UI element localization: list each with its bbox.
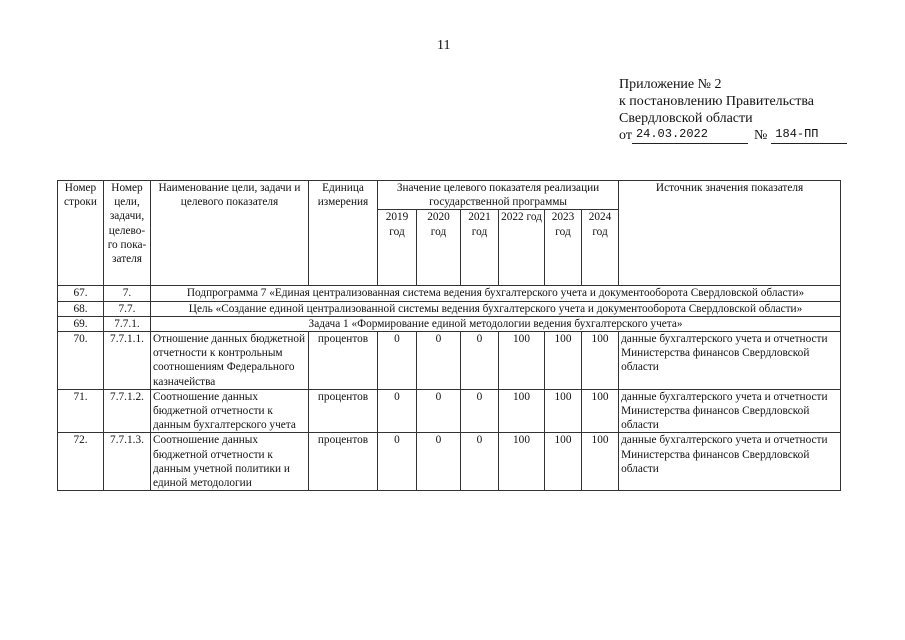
goal-title: Цель «Создание единой централизованной системы ведения бухгалтерского учета и документооборота Свердловской области» bbox=[151, 301, 841, 316]
indicator-source: данные бухгалтерского учета и отчетности Министерства финансов Свердловской области bbox=[619, 389, 841, 433]
value-2023: 100 bbox=[545, 389, 582, 433]
indicator-unit: процентов bbox=[309, 433, 378, 491]
row-number: 68. bbox=[58, 301, 104, 316]
header-year: 2021 год bbox=[461, 210, 499, 286]
header-row-number: Номер строки bbox=[58, 181, 104, 286]
appendix-region-line: Свердловской области bbox=[619, 111, 753, 126]
appendix-decree-line: к постановлению Правительства bbox=[619, 94, 815, 109]
table-row bbox=[58, 316, 841, 331]
row-code: 7.7.1.2. bbox=[104, 389, 151, 433]
indicator-name: Соотношение данных бюджетной отчетности к данным учетной политики и единой методологии bbox=[151, 433, 309, 491]
row-number: 69. bbox=[58, 316, 104, 331]
decree-date: 24.03.2022 bbox=[632, 127, 748, 144]
date-prefix: от bbox=[619, 128, 632, 143]
page-number: 11 bbox=[437, 38, 451, 53]
subprogram-title: Подпрограмма 7 «Единая централизованная система ведения бухгалтерского учета и документооборота Свердловской области» bbox=[151, 286, 841, 301]
decree-number: 184-ПП bbox=[771, 127, 847, 144]
decree-signature-line bbox=[619, 127, 847, 144]
value-2022: 100 bbox=[499, 433, 545, 491]
indicator-unit: процентов bbox=[309, 332, 378, 390]
value-2019: 0 bbox=[378, 389, 417, 433]
row-number: 71. bbox=[58, 389, 104, 433]
row-number: 72. bbox=[58, 433, 104, 491]
indicator-source: данные бухгалтерского учета и отчетности Министерства финансов Свердловской области bbox=[619, 433, 841, 491]
header-name: Наименование цели, задачи и целевого показателя bbox=[151, 181, 309, 286]
header-unit: Единица измерения bbox=[309, 181, 378, 286]
header-year: 2024 год bbox=[582, 210, 619, 286]
value-2023: 100 bbox=[545, 433, 582, 491]
header-year: 2020 год bbox=[417, 210, 461, 286]
value-2024: 100 bbox=[582, 389, 619, 433]
header-source: Источник значения показателя bbox=[619, 181, 841, 286]
value-2024: 100 bbox=[582, 332, 619, 390]
row-code: 7.7. bbox=[104, 301, 151, 316]
value-2020: 0 bbox=[417, 389, 461, 433]
table-row bbox=[58, 433, 841, 491]
value-2021: 0 bbox=[461, 433, 499, 491]
target-indicators-table bbox=[57, 180, 841, 491]
indicator-source: данные бухгалтерского учета и отчетности Министерства финансов Свердловской области bbox=[619, 332, 841, 390]
task-title: Задача 1 «Формирование единой методологии ведения бухгалтерского учета» bbox=[151, 316, 841, 331]
row-code: 7. bbox=[104, 286, 151, 301]
header-year: 2023 год bbox=[545, 210, 582, 286]
table-row bbox=[58, 332, 841, 390]
table-row bbox=[58, 389, 841, 433]
header-target-number: Номер цели, задачи, целево-го пока-зателя bbox=[104, 181, 151, 286]
appendix-title: Приложение № 2 bbox=[619, 77, 722, 92]
indicator-unit: процентов bbox=[309, 389, 378, 433]
value-2019: 0 bbox=[378, 433, 417, 491]
row-code: 7.7.1. bbox=[104, 316, 151, 331]
header-year: 2022 год bbox=[499, 210, 545, 286]
row-code: 7.7.1.3. bbox=[104, 433, 151, 491]
value-2020: 0 bbox=[417, 332, 461, 390]
number-label: № bbox=[753, 128, 768, 143]
table-row bbox=[58, 286, 841, 301]
value-2021: 0 bbox=[461, 389, 499, 433]
value-2023: 100 bbox=[545, 332, 582, 390]
row-number: 67. bbox=[58, 286, 104, 301]
header-year: 2019 год bbox=[378, 210, 417, 286]
value-2019: 0 bbox=[378, 332, 417, 390]
row-code: 7.7.1.1. bbox=[104, 332, 151, 390]
appendix-block bbox=[619, 76, 847, 144]
table-row bbox=[58, 301, 841, 316]
value-2021: 0 bbox=[461, 332, 499, 390]
header-values-group: Значение целевого показателя реализации государственной программы bbox=[378, 181, 619, 210]
value-2024: 100 bbox=[582, 433, 619, 491]
indicator-name: Соотношение данных бюджетной отчетности к данным бухгалтерского учета bbox=[151, 389, 309, 433]
value-2020: 0 bbox=[417, 433, 461, 491]
table-header-row bbox=[58, 181, 841, 210]
indicator-name: Отношение данных бюджетной отчетности к контрольным соотношениям Федерального казначейства bbox=[151, 332, 309, 390]
row-number: 70. bbox=[58, 332, 104, 390]
value-2022: 100 bbox=[499, 389, 545, 433]
value-2022: 100 bbox=[499, 332, 545, 390]
